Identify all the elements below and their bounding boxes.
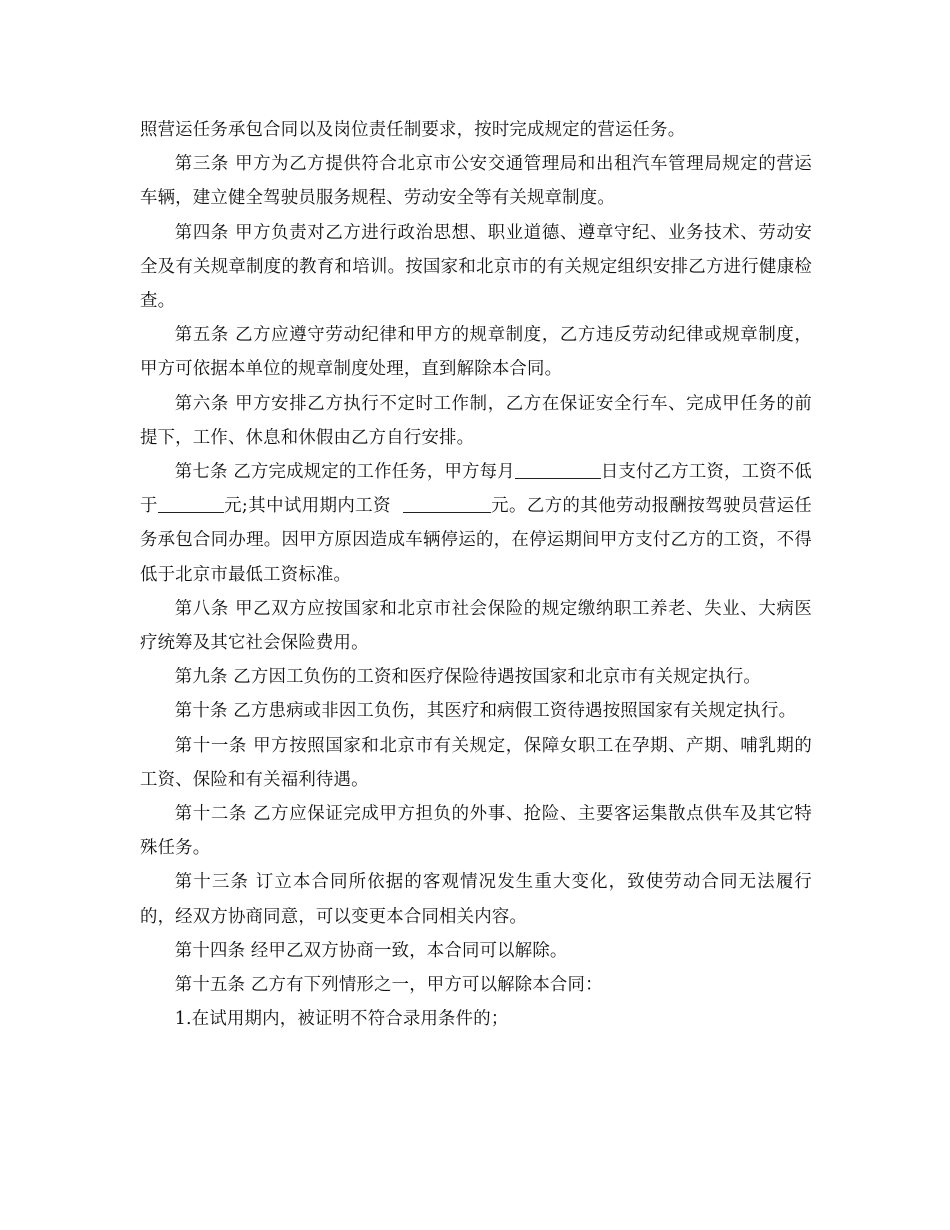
article-7	[140, 455, 812, 592]
article-7-text-4: 元。乙方的其他劳动报酬按驾驶员营运任务承包合同办理。因甲方原因造成车辆停运的，在停运期间甲方支付乙方的工资，不得低于北京市最低工资标准。	[140, 496, 812, 585]
article-10: 第十条 乙方患病或非因工负伤，其医疗和病假工资待遇按照国家有关规定执行。	[174, 701, 797, 722]
article-15: 第十五条 乙方有下列情形之一，甲方可以解除本合同：	[174, 975, 603, 996]
article-3: 第三条 甲方为乙方提供符合北京市公安交通管理局和出租汽车管理局规定的营运车辆，建立健全驾驶员服务规程、劳动安全等有关规章制度。	[140, 154, 812, 209]
article-6: 第六条 甲方安排乙方执行不定时工作制，乙方在保证安全行车、完成甲任务的前提下，工作、休息和休假由乙方自行安排。	[140, 393, 812, 448]
article-13: 第十三条 订立本合同所依据的客观情况发生重大变化，致使劳动合同无法履行的，经双方协商同意，可以变更本合同相关内容。	[140, 872, 812, 927]
article-14: 第十四条 经甲乙双方协商一致，本合同可以解除。	[174, 940, 568, 961]
pay-day-blank	[515, 460, 601, 479]
contract-body	[140, 113, 812, 1036]
paragraph-continued: 照营运任务承包合同以及岗位责任制要求，按时完成规定的营运任务。	[140, 120, 686, 140]
article-4: 第四条 甲方负责对乙方进行政治思想、职业道德、遵章守纪、业务技术、劳动安全及有关规章制度的教育和培训。按国家和北京市的有关规定组织安排乙方进行健康检查。	[140, 222, 812, 312]
article-9: 第九条 乙方因工负伤的工资和医疗保险待遇按国家和北京市有关规定执行。	[174, 667, 762, 688]
article-7-text-3: 元;其中试用期内工资	[223, 496, 391, 517]
probation-wage-blank	[403, 494, 491, 513]
min-wage-blank	[158, 494, 224, 513]
article-8: 第八条 甲乙双方应按国家和北京市社会保险的规定缴纳职工养老、失业、大病医疗统筹及其它社会保险费用。	[140, 598, 812, 654]
article-12: 第十二条 乙方应保证完成甲方担负的外事、抢险、主要客运集散点供车及其它特殊任务。	[140, 804, 812, 859]
article-7-text-1: 第七条 乙方完成规定的工作任务，甲方每月	[174, 462, 515, 483]
article-15-item-1: 1.在试用期内，被证明不符合录用条件的；	[174, 1009, 509, 1030]
article-11: 第十一条 甲方按照国家和北京市有关规定，保障女职工在孕期、产期、哺乳期的工资、保险和有关福利待遇。	[140, 735, 812, 790]
article-7-text-2: 日支付乙方工资，工资不低于	[140, 462, 813, 517]
article-5: 第五条 乙方应遵守劳动纪律和甲方的规章制度，乙方违反劳动纪律或规章制度，甲方可依据本单位的规章制度处理，直到解除本合同。	[140, 325, 812, 380]
